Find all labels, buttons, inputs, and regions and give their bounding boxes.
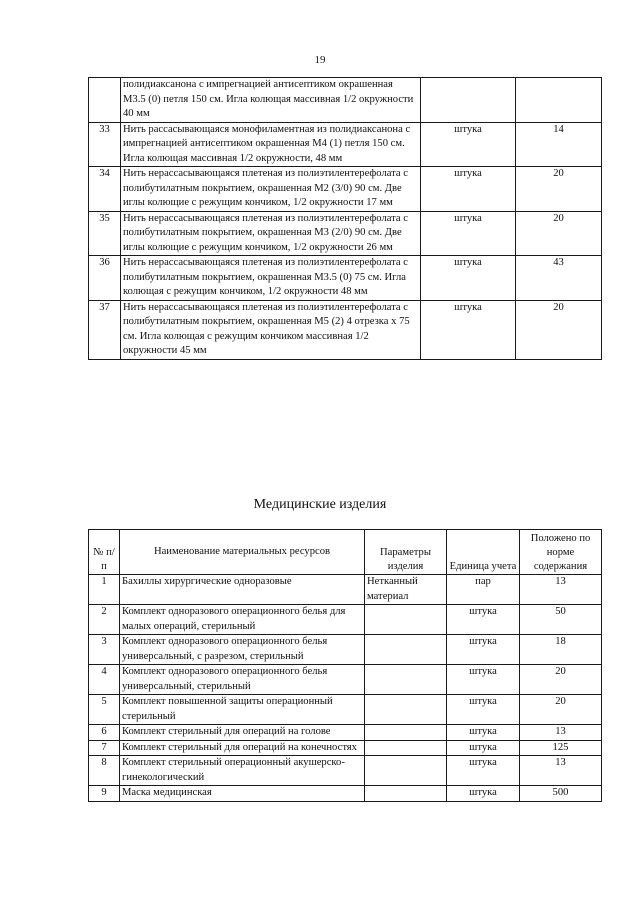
table-row	[89, 211, 602, 256]
table-row	[89, 725, 602, 741]
cell-unit: штука	[447, 605, 520, 635]
header-name: Наименование материальных ресурсов	[120, 530, 365, 575]
cell-qty: 18	[520, 635, 602, 665]
cell-name: Нить нерассасывающаяся плетеная из полиэтилентерефолата с полибутилатным покрытием, окрашенная М3.5 (0) 75 см. Игла колющая с режущим кончиком, 1/2 окружности 48 мм	[121, 256, 421, 301]
cell-qty: 13	[520, 575, 602, 605]
cell-num: 6	[89, 725, 120, 741]
cell-unit: штука	[447, 695, 520, 725]
cell-params	[365, 756, 447, 786]
cell-name: Комплект стерильный для операций на конечностях	[120, 740, 365, 756]
sutures-table	[88, 77, 602, 360]
section-title: Медицинские изделия	[253, 497, 387, 512]
cell-qty: 20	[520, 695, 602, 725]
cell-num: 34	[89, 167, 121, 212]
cell-name: Комплект одноразового операционного белья для малых операций, стерильный	[120, 605, 365, 635]
header-params: Параметры изделия	[365, 530, 447, 575]
cell-unit: штука	[447, 786, 520, 802]
cell-params	[365, 786, 447, 802]
cell-unit: штука	[447, 635, 520, 665]
cell-num: 35	[89, 211, 121, 256]
cell-params	[365, 695, 447, 725]
table-row	[89, 575, 602, 605]
cell-qty: 20	[516, 167, 602, 212]
header-qty: Положено по норме содержания	[520, 530, 602, 575]
cell-params	[365, 725, 447, 741]
cell-unit: штука	[447, 665, 520, 695]
cell-unit: штука	[421, 167, 516, 212]
cell-params	[365, 740, 447, 756]
cell-num: 33	[89, 122, 121, 167]
cell-name: Комплект повышенной защиты операционный стерильный	[120, 695, 365, 725]
cell-unit: штука	[421, 300, 516, 359]
cell-name: Нить нерассасывающаяся плетеная из полиэтилентерефолата с полибутилатным покрытием, окрашенная М2 (3/0) 90 см. Две иглы колющие с режущим кончиком, 1/2 окружности 17 мм	[121, 167, 421, 212]
table-row	[89, 786, 602, 802]
cell-qty: 43	[516, 256, 602, 301]
cell-qty: 13	[520, 756, 602, 786]
cell-num: 37	[89, 300, 121, 359]
cell-qty: 125	[520, 740, 602, 756]
cell-num: 2	[89, 605, 120, 635]
cell-name: Маска медицинская	[120, 786, 365, 802]
table-row	[89, 256, 602, 301]
cell-name: Комплект стерильный операционный акушерско-гинекологический	[120, 756, 365, 786]
cell-name: Нить рассасывающаяся монофиламентная из полидиаксанона с импрегнацией антисептиком окрашенная М4 (1) петля 150 см. Игла колющая массивная 1/2 окружности, 48 мм	[121, 122, 421, 167]
cell-num: 8	[89, 756, 120, 786]
cell-num: 5	[89, 695, 120, 725]
table-row	[89, 605, 602, 635]
cell-num: 36	[89, 256, 121, 301]
cell-name: Нить нерассасывающаяся плетеная из полиэтилентерефолата с полибутилатным покрытием, окрашенная М5 (2) 4 отрезка х 75 см. Игла колющая с режущим кончиком массивная 1/2 окружности 45 мм	[121, 300, 421, 359]
table-row	[89, 665, 602, 695]
cell-params	[365, 665, 447, 695]
cell-qty: 500	[520, 786, 602, 802]
cell-num	[89, 78, 121, 123]
medical-products-table	[88, 529, 602, 802]
cell-name: Комплект одноразового операционного белья универсальный, стерильный	[120, 665, 365, 695]
cell-params	[365, 605, 447, 635]
cell-unit	[421, 78, 516, 123]
cell-num: 4	[89, 665, 120, 695]
table-row	[89, 740, 602, 756]
cell-name: Нить нерассасывающаяся плетеная из полиэтилентерефолата с полибутилатным покрытием, окрашенная М3 (2/0) 90 см. Две иглы колющие с режущим кончиком, 1/2 окружности 26 мм	[121, 211, 421, 256]
table-row	[89, 300, 602, 359]
cell-qty: 20	[516, 300, 602, 359]
cell-unit: штука	[421, 256, 516, 301]
cell-unit: пар	[447, 575, 520, 605]
header-num: № п/п	[89, 530, 120, 575]
cell-qty: 14	[516, 122, 602, 167]
cell-qty: 20	[520, 665, 602, 695]
cell-qty: 20	[516, 211, 602, 256]
cell-num: 1	[89, 575, 120, 605]
page-number: 19	[314, 54, 326, 66]
table-row	[89, 122, 602, 167]
cell-params	[365, 635, 447, 665]
header-unit: Единица учета	[447, 530, 520, 575]
table-header-row	[89, 530, 602, 575]
cell-name: Бахиллы хирургические одноразовые	[120, 575, 365, 605]
cell-name: полидиаксанона с импрегнацией антисептиком окрашенная М3.5 (0) петля 150 см. Игла колющая массивная 1/2 окружности 40 мм	[121, 78, 421, 123]
cell-unit: штука	[447, 756, 520, 786]
cell-unit: штука	[421, 211, 516, 256]
table-row	[89, 635, 602, 665]
table-row	[89, 78, 602, 123]
table-row	[89, 695, 602, 725]
cell-qty: 13	[520, 725, 602, 741]
cell-num: 9	[89, 786, 120, 802]
cell-name: Комплект стерильный для операций на голове	[120, 725, 365, 741]
cell-num: 7	[89, 740, 120, 756]
cell-name: Комплект одноразового операционного белья универсальный, с разрезом, стерильный	[120, 635, 365, 665]
table-row	[89, 756, 602, 786]
cell-unit: штука	[447, 725, 520, 741]
cell-unit: штука	[421, 122, 516, 167]
cell-unit: штука	[447, 740, 520, 756]
cell-params: Нетканный материал	[365, 575, 447, 605]
cell-num: 3	[89, 635, 120, 665]
table-row	[89, 167, 602, 212]
cell-qty	[516, 78, 602, 123]
cell-qty: 50	[520, 605, 602, 635]
